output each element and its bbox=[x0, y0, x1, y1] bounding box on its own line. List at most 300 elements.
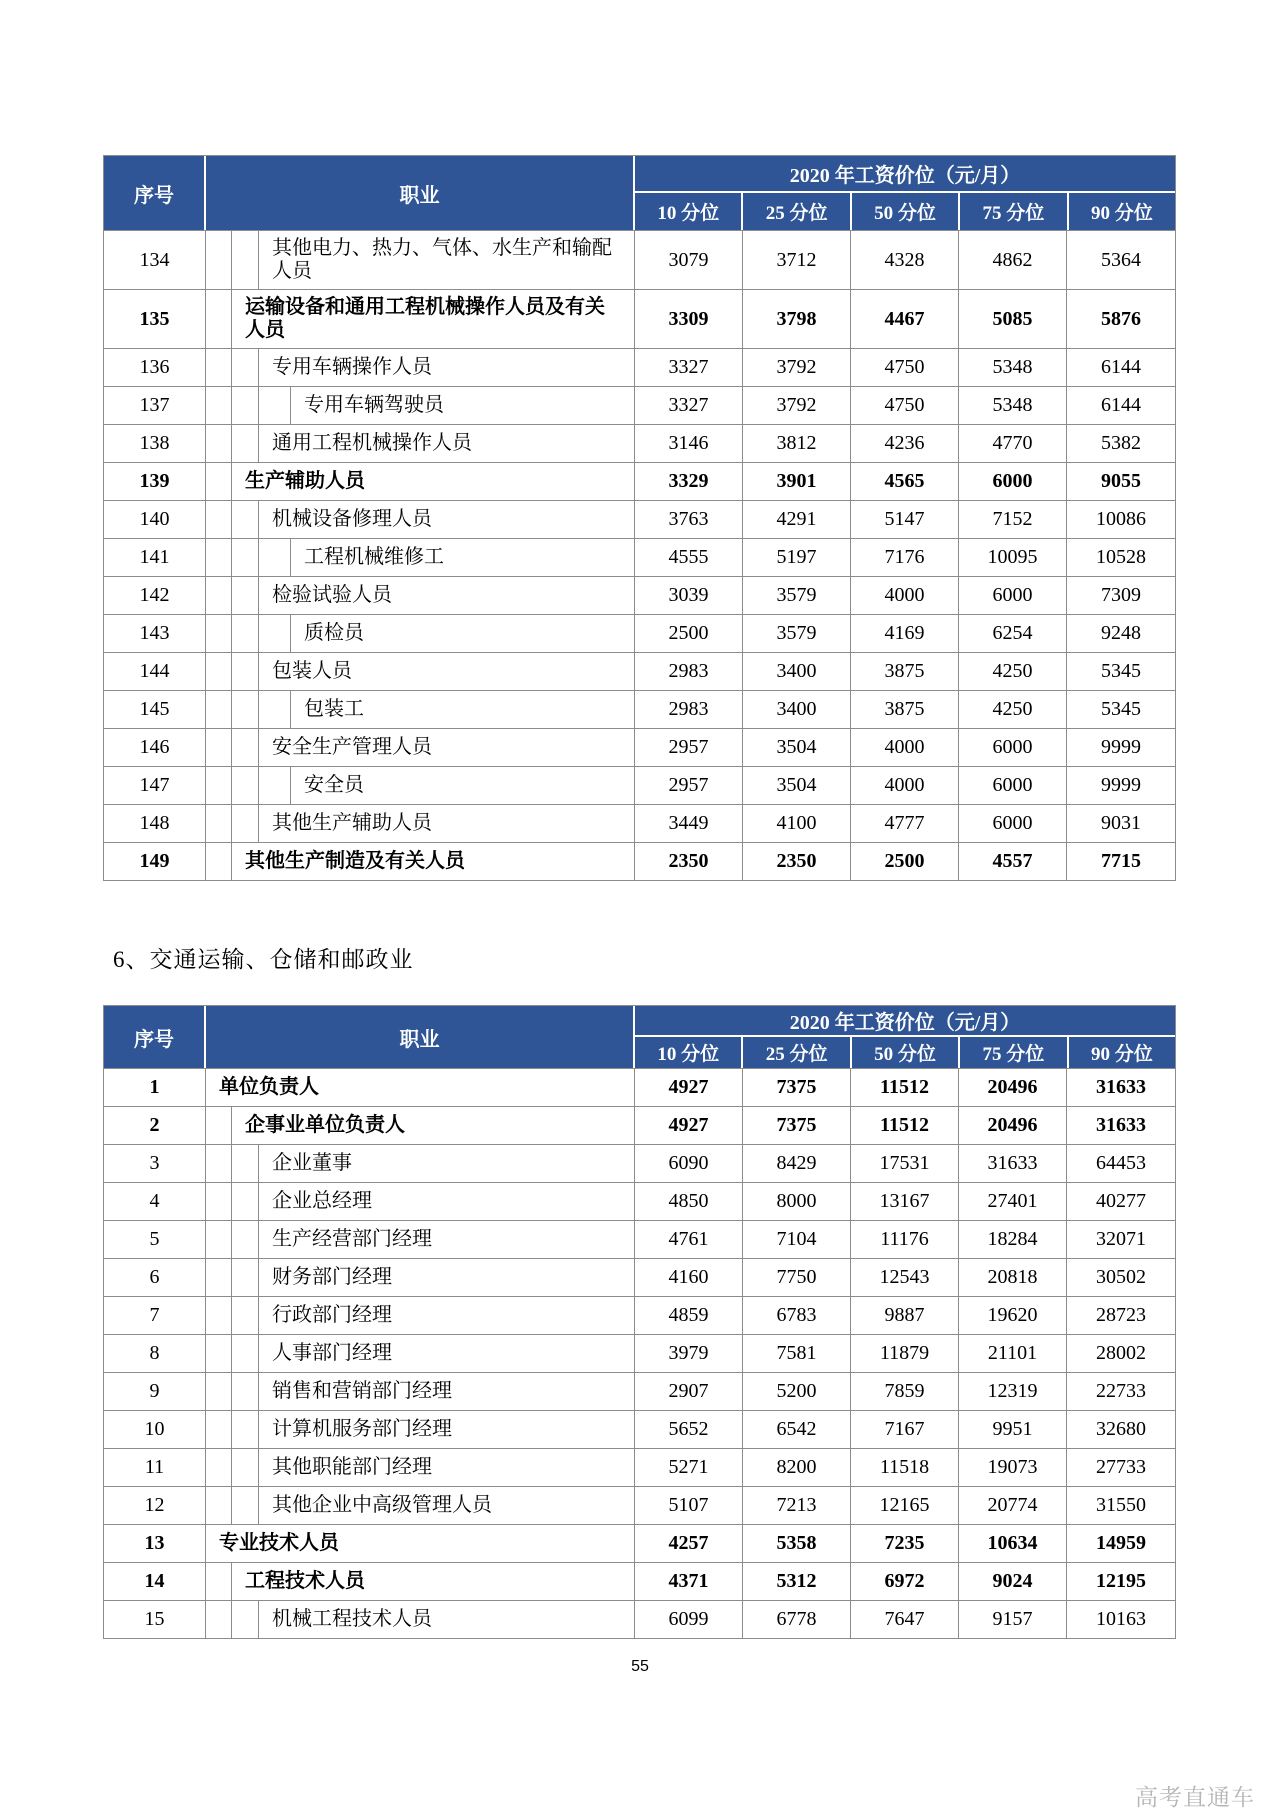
wage-value: 5345 bbox=[1101, 660, 1141, 682]
wage-value: 3146 bbox=[635, 425, 743, 462]
wage-value: 4328 bbox=[851, 231, 959, 289]
wage-value: 5197 bbox=[743, 539, 851, 576]
indent-cell bbox=[206, 577, 232, 614]
wage-value: 9031 bbox=[1101, 812, 1141, 834]
wage-value: 4927 bbox=[635, 1069, 743, 1106]
header-col-no: 序号 bbox=[104, 156, 206, 230]
wage-value: 5345 bbox=[1101, 698, 1141, 720]
wage-value: 4100 bbox=[743, 805, 851, 842]
wage-value: 20774 bbox=[959, 1487, 1067, 1524]
row-number: 141 bbox=[104, 539, 206, 576]
wage-value: 2907 bbox=[635, 1373, 743, 1410]
indent-cell bbox=[232, 1487, 259, 1524]
row-number: 138 bbox=[104, 425, 206, 462]
row-number: 2 bbox=[104, 1107, 206, 1144]
row-number: 10 bbox=[104, 1411, 206, 1448]
occupation-label: 其他企业中高级管理人员 bbox=[259, 1487, 635, 1524]
wage-value: 31633 bbox=[959, 1145, 1067, 1182]
row-number: 136 bbox=[104, 349, 206, 386]
indent-cell bbox=[206, 1449, 232, 1486]
wage-value: 30502 bbox=[1096, 1266, 1146, 1288]
row-number: 135 bbox=[104, 290, 206, 348]
wage-value: 6000 bbox=[959, 805, 1067, 842]
wage-value: 12543 bbox=[851, 1259, 959, 1296]
occupation-label: 检验试验人员 bbox=[259, 577, 635, 614]
row-number: 139 bbox=[104, 463, 206, 500]
wage-value: 7375 bbox=[743, 1069, 851, 1106]
wage-value: 2500 bbox=[635, 615, 743, 652]
wage-value: 3329 bbox=[635, 463, 743, 500]
table-body bbox=[104, 230, 1175, 880]
row-number: 147 bbox=[104, 767, 206, 804]
wage-value: 64453 bbox=[1096, 1152, 1146, 1174]
row-number: 137 bbox=[104, 387, 206, 424]
occupation-label: 包装人员 bbox=[259, 653, 635, 690]
section-heading: 6、交通运输、仓储和邮政业 bbox=[113, 947, 414, 972]
wage-value: 40277 bbox=[1096, 1190, 1146, 1212]
header-values-group bbox=[635, 156, 1175, 230]
wage-value: 12319 bbox=[959, 1373, 1067, 1410]
wage-value: 3875 bbox=[851, 653, 959, 690]
wage-value: 7647 bbox=[851, 1601, 959, 1638]
wage-value: 11512 bbox=[851, 1107, 959, 1144]
occupation-label: 安全生产管理人员 bbox=[259, 729, 635, 766]
row-number: 8 bbox=[104, 1335, 206, 1372]
table-row bbox=[104, 690, 1175, 728]
wage-value: 3798 bbox=[743, 290, 851, 348]
wage-value: 4927 bbox=[635, 1107, 743, 1144]
wage-value: 21101 bbox=[959, 1335, 1067, 1372]
occupation-label: 工程机械维修工 bbox=[291, 539, 635, 576]
table-row bbox=[104, 728, 1175, 766]
table-row bbox=[104, 842, 1175, 880]
indent-cell bbox=[232, 1411, 259, 1448]
header-p75: 75 分位 bbox=[958, 1037, 1066, 1068]
wage-value: 4160 bbox=[635, 1259, 743, 1296]
row-number: 144 bbox=[104, 653, 206, 690]
wage-value: 4777 bbox=[851, 805, 959, 842]
wage-value: 5382 bbox=[1101, 432, 1141, 454]
header-percentile-row bbox=[635, 193, 1175, 230]
indent-cell bbox=[206, 1107, 232, 1144]
indent-cell bbox=[206, 615, 232, 652]
row-number: 15 bbox=[104, 1601, 206, 1638]
occupation-label: 企业总经理 bbox=[259, 1183, 635, 1220]
wage-value: 7715 bbox=[1101, 850, 1141, 872]
wage-value: 5147 bbox=[851, 501, 959, 538]
wage-value: 3504 bbox=[743, 729, 851, 766]
header-p25: 25 分位 bbox=[741, 1037, 849, 1068]
wage-value: 11512 bbox=[851, 1069, 959, 1106]
header-values-group bbox=[635, 1006, 1175, 1068]
occupation-label: 生产经营部门经理 bbox=[259, 1221, 635, 1258]
indent-cell bbox=[232, 729, 259, 766]
wage-value: 19620 bbox=[959, 1297, 1067, 1334]
wage-value: 7375 bbox=[743, 1107, 851, 1144]
indent-cell bbox=[259, 767, 291, 804]
indent-cell bbox=[206, 349, 232, 386]
wage-value: 4000 bbox=[851, 729, 959, 766]
occupation-label: 其他生产制造及有关人员 bbox=[232, 843, 635, 880]
wage-value: 4371 bbox=[635, 1563, 743, 1600]
indent-cell bbox=[206, 1373, 232, 1410]
row-number: 7 bbox=[104, 1297, 206, 1334]
wage-value: 7750 bbox=[743, 1259, 851, 1296]
table-row bbox=[104, 1106, 1175, 1144]
wage-value: 10634 bbox=[959, 1525, 1067, 1562]
indent-cell bbox=[206, 1145, 232, 1182]
wage-value: 31550 bbox=[1096, 1494, 1146, 1516]
occupation-label: 运输设备和通用工程机械操作人员及有关人员 bbox=[232, 290, 635, 348]
indent-cell bbox=[206, 1411, 232, 1448]
wage-value: 3579 bbox=[743, 615, 851, 652]
wage-value: 6542 bbox=[743, 1411, 851, 1448]
indent-cell bbox=[232, 349, 259, 386]
wage-value: 2957 bbox=[635, 767, 743, 804]
indent-cell bbox=[232, 539, 259, 576]
wage-value: 6000 bbox=[959, 767, 1067, 804]
wage-value: 8200 bbox=[743, 1449, 851, 1486]
indent-cell bbox=[232, 1221, 259, 1258]
wage-value: 27401 bbox=[959, 1183, 1067, 1220]
header-col-occupation: 职业 bbox=[206, 156, 635, 230]
table-row bbox=[104, 1486, 1175, 1524]
wage-value: 10086 bbox=[1096, 508, 1146, 530]
wage-value: 31633 bbox=[1096, 1114, 1146, 1136]
indent-cell bbox=[232, 805, 259, 842]
table-row bbox=[104, 614, 1175, 652]
table-row bbox=[104, 424, 1175, 462]
wage-value: 20496 bbox=[959, 1107, 1067, 1144]
row-number: 134 bbox=[104, 231, 206, 289]
indent-cell bbox=[206, 1183, 232, 1220]
wage-value: 3792 bbox=[743, 349, 851, 386]
indent-cell bbox=[206, 463, 232, 500]
occupation-label: 企业董事 bbox=[259, 1145, 635, 1182]
indent-cell bbox=[206, 767, 232, 804]
header-p10: 10 分位 bbox=[657, 203, 720, 224]
wage-value: 10163 bbox=[1096, 1608, 1146, 1630]
wage-value: 19073 bbox=[959, 1449, 1067, 1486]
occupation-label: 其他职能部门经理 bbox=[259, 1449, 635, 1486]
wage-value: 4770 bbox=[959, 425, 1067, 462]
indent-cell bbox=[206, 1601, 232, 1638]
occupation-label: 工程技术人员 bbox=[232, 1563, 635, 1600]
header-year-group: 2020 年工资价位（元/月） bbox=[635, 156, 1175, 193]
indent-cell bbox=[206, 691, 232, 728]
occupation-label: 其他生产辅助人员 bbox=[259, 805, 635, 842]
indent-cell bbox=[232, 653, 259, 690]
wage-value: 10095 bbox=[959, 539, 1067, 576]
row-number: 11 bbox=[104, 1449, 206, 1486]
table-row bbox=[104, 1562, 1175, 1600]
indent-cell bbox=[259, 615, 291, 652]
wage-value: 9999 bbox=[1101, 736, 1141, 758]
wage-value: 9951 bbox=[959, 1411, 1067, 1448]
indent-cell bbox=[232, 615, 259, 652]
occupation-label: 包装工 bbox=[291, 691, 635, 728]
row-number: 149 bbox=[104, 843, 206, 880]
table-row bbox=[104, 1448, 1175, 1486]
indent-cell bbox=[206, 805, 232, 842]
occupation-label: 机械设备修理人员 bbox=[259, 501, 635, 538]
occupation-label: 专业技术人员 bbox=[206, 1525, 635, 1562]
wage-value: 7176 bbox=[851, 539, 959, 576]
occupation-label: 单位负责人 bbox=[206, 1069, 635, 1106]
indent-cell bbox=[232, 425, 259, 462]
wage-value: 6000 bbox=[959, 729, 1067, 766]
wage-value: 4291 bbox=[743, 501, 851, 538]
header-p90: 90 分位 bbox=[1067, 1037, 1175, 1068]
wage-value: 2957 bbox=[635, 729, 743, 766]
wage-value: 27733 bbox=[1096, 1456, 1146, 1478]
table-row bbox=[104, 386, 1175, 424]
wage-value: 4169 bbox=[851, 615, 959, 652]
wage-value: 4750 bbox=[851, 387, 959, 424]
table-row bbox=[104, 538, 1175, 576]
wage-value: 3327 bbox=[635, 387, 743, 424]
indent-cell bbox=[232, 1259, 259, 1296]
occupation-label: 人事部门经理 bbox=[259, 1335, 635, 1372]
watermark-text: 高考直通车 bbox=[1135, 1784, 1255, 1810]
indent-cell bbox=[232, 1183, 259, 1220]
wage-value: 20818 bbox=[959, 1259, 1067, 1296]
wage-value: 4257 bbox=[635, 1525, 743, 1562]
wage-value: 6000 bbox=[959, 577, 1067, 614]
indent-cell bbox=[232, 1335, 259, 1372]
wage-value: 5107 bbox=[635, 1487, 743, 1524]
indent-cell bbox=[206, 1563, 232, 1600]
occupation-label: 质检员 bbox=[291, 615, 635, 652]
row-number: 9 bbox=[104, 1373, 206, 1410]
wage-value: 32071 bbox=[1096, 1228, 1146, 1250]
table-row bbox=[104, 1410, 1175, 1448]
wage-value: 7235 bbox=[851, 1525, 959, 1562]
row-number: 14 bbox=[104, 1563, 206, 1600]
header-year-group: 2020 年工资价位（元/月） bbox=[635, 1006, 1175, 1037]
row-number: 148 bbox=[104, 805, 206, 842]
indent-cell bbox=[206, 1297, 232, 1334]
occupation-label: 专用车辆操作人员 bbox=[259, 349, 635, 386]
wage-value: 3327 bbox=[635, 349, 743, 386]
header-p10: 10 分位 bbox=[657, 1044, 720, 1065]
wage-value: 9887 bbox=[851, 1297, 959, 1334]
wage-value: 9024 bbox=[959, 1563, 1067, 1600]
wage-value: 3901 bbox=[743, 463, 851, 500]
indent-cell bbox=[232, 501, 259, 538]
wage-value: 11518 bbox=[851, 1449, 959, 1486]
indent-cell bbox=[232, 767, 259, 804]
wage-value: 7581 bbox=[743, 1335, 851, 1372]
indent-cell bbox=[232, 1449, 259, 1486]
wage-value: 8000 bbox=[743, 1183, 851, 1220]
wage-value: 11879 bbox=[851, 1335, 959, 1372]
wage-value: 3400 bbox=[743, 653, 851, 690]
table-row bbox=[104, 1220, 1175, 1258]
indent-cell bbox=[206, 843, 232, 880]
wage-value: 7309 bbox=[1101, 584, 1141, 606]
wage-value: 7859 bbox=[851, 1373, 959, 1410]
wage-value: 7104 bbox=[743, 1221, 851, 1258]
wage-value: 9248 bbox=[1101, 622, 1141, 644]
wage-value: 18284 bbox=[959, 1221, 1067, 1258]
wage-value: 4250 bbox=[959, 691, 1067, 728]
wage-value: 4859 bbox=[635, 1297, 743, 1334]
table-body bbox=[104, 1068, 1175, 1638]
wage-value: 9999 bbox=[1101, 774, 1141, 796]
header-p75: 75 分位 bbox=[958, 193, 1066, 230]
row-number: 12 bbox=[104, 1487, 206, 1524]
wage-value: 4557 bbox=[959, 843, 1067, 880]
wage-value: 5358 bbox=[743, 1525, 851, 1562]
wage-value: 5271 bbox=[635, 1449, 743, 1486]
table-row bbox=[104, 462, 1175, 500]
row-number: 140 bbox=[104, 501, 206, 538]
indent-cell bbox=[232, 577, 259, 614]
occupation-label: 企事业单位负责人 bbox=[232, 1107, 635, 1144]
wage-value: 7167 bbox=[851, 1411, 959, 1448]
wage-value: 3504 bbox=[743, 767, 851, 804]
wage-value: 2350 bbox=[635, 843, 743, 880]
table-row bbox=[104, 1182, 1175, 1220]
occupation-label: 财务部门经理 bbox=[259, 1259, 635, 1296]
wage-value: 3792 bbox=[743, 387, 851, 424]
wage-value: 4467 bbox=[851, 290, 959, 348]
wage-value: 9157 bbox=[959, 1601, 1067, 1638]
indent-cell bbox=[232, 231, 259, 289]
indent-cell bbox=[206, 1487, 232, 1524]
indent-cell bbox=[206, 1221, 232, 1258]
wage-value: 13167 bbox=[851, 1183, 959, 1220]
wage-value: 20496 bbox=[959, 1069, 1067, 1106]
wage-value: 31633 bbox=[1096, 1076, 1146, 1098]
table-row bbox=[104, 1068, 1175, 1106]
indent-cell bbox=[206, 1335, 232, 1372]
table-row bbox=[104, 500, 1175, 538]
wage-value: 2350 bbox=[743, 843, 851, 880]
wage-value: 5364 bbox=[1101, 248, 1141, 271]
wage-value: 4555 bbox=[635, 539, 743, 576]
table-row bbox=[104, 1372, 1175, 1410]
wage-value: 7152 bbox=[959, 501, 1067, 538]
wage-value: 14959 bbox=[1096, 1532, 1146, 1554]
wage-value: 4862 bbox=[959, 231, 1067, 289]
row-number: 6 bbox=[104, 1259, 206, 1296]
wage-value: 6144 bbox=[1101, 356, 1141, 378]
wage-value: 4750 bbox=[851, 349, 959, 386]
table-header bbox=[104, 156, 1175, 230]
wage-value: 4565 bbox=[851, 463, 959, 500]
page-number: 55 bbox=[631, 1658, 649, 1675]
occupation-label: 计算机服务部门经理 bbox=[259, 1411, 635, 1448]
wage-value: 5348 bbox=[959, 387, 1067, 424]
wage-value: 3712 bbox=[743, 231, 851, 289]
row-number: 3 bbox=[104, 1145, 206, 1182]
wage-value: 6254 bbox=[959, 615, 1067, 652]
indent-cell bbox=[206, 231, 232, 289]
wage-value: 3579 bbox=[743, 577, 851, 614]
table-row bbox=[104, 804, 1175, 842]
table-row bbox=[104, 1524, 1175, 1562]
row-number: 143 bbox=[104, 615, 206, 652]
wage-value: 3812 bbox=[743, 425, 851, 462]
occupation-label: 专用车辆驾驶员 bbox=[291, 387, 635, 424]
wage-value: 6783 bbox=[743, 1297, 851, 1334]
header-col-occupation: 职业 bbox=[206, 1006, 635, 1068]
wage-value: 12165 bbox=[851, 1487, 959, 1524]
table-row bbox=[104, 1296, 1175, 1334]
table-row bbox=[104, 289, 1175, 348]
occupation-label: 安全员 bbox=[291, 767, 635, 804]
row-number: 142 bbox=[104, 577, 206, 614]
wage-table-transport bbox=[103, 1005, 1176, 1639]
indent-cell bbox=[206, 1259, 232, 1296]
wage-value: 5312 bbox=[743, 1563, 851, 1600]
wage-value: 12195 bbox=[1096, 1570, 1146, 1592]
wage-value: 3309 bbox=[635, 290, 743, 348]
wage-value: 6144 bbox=[1101, 394, 1141, 416]
indent-cell bbox=[232, 1297, 259, 1334]
table-row bbox=[104, 1258, 1175, 1296]
indent-cell bbox=[206, 501, 232, 538]
wage-value: 3079 bbox=[635, 231, 743, 289]
table-header bbox=[104, 1006, 1175, 1068]
indent-cell bbox=[259, 387, 291, 424]
indent-cell bbox=[206, 539, 232, 576]
table-row bbox=[104, 1144, 1175, 1182]
indent-cell bbox=[206, 290, 232, 348]
table-row bbox=[104, 230, 1175, 289]
wage-table-manufacturing bbox=[103, 155, 1176, 881]
indent-cell bbox=[232, 691, 259, 728]
wage-value: 17531 bbox=[851, 1145, 959, 1182]
table-row bbox=[104, 766, 1175, 804]
indent-cell bbox=[259, 691, 291, 728]
wage-value: 8429 bbox=[743, 1145, 851, 1182]
wage-value: 11176 bbox=[851, 1221, 959, 1258]
header-percentile-row bbox=[635, 1037, 1175, 1068]
table-row bbox=[104, 652, 1175, 690]
wage-value: 10528 bbox=[1096, 546, 1146, 568]
row-number: 13 bbox=[104, 1525, 206, 1562]
wage-value: 6099 bbox=[635, 1601, 743, 1638]
header-p50: 50 分位 bbox=[850, 193, 958, 230]
header-col-no: 序号 bbox=[104, 1006, 206, 1068]
row-number: 146 bbox=[104, 729, 206, 766]
indent-cell bbox=[232, 1601, 259, 1638]
wage-value: 4236 bbox=[851, 425, 959, 462]
indent-cell bbox=[206, 653, 232, 690]
row-number: 145 bbox=[104, 691, 206, 728]
wage-value: 2983 bbox=[635, 691, 743, 728]
indent-cell bbox=[206, 729, 232, 766]
wage-value: 32680 bbox=[1096, 1418, 1146, 1440]
occupation-label: 机械工程技术人员 bbox=[259, 1601, 635, 1638]
wage-value: 6778 bbox=[743, 1601, 851, 1638]
wage-value: 2983 bbox=[635, 653, 743, 690]
wage-value: 7213 bbox=[743, 1487, 851, 1524]
wage-value: 5085 bbox=[959, 290, 1067, 348]
indent-cell bbox=[232, 1145, 259, 1182]
wage-value: 3400 bbox=[743, 691, 851, 728]
header-p90: 90 分位 bbox=[1067, 193, 1175, 230]
header-p50: 50 分位 bbox=[850, 1037, 958, 1068]
wage-value: 5876 bbox=[1101, 307, 1141, 330]
table-row bbox=[104, 1600, 1175, 1638]
wage-value: 5200 bbox=[743, 1373, 851, 1410]
wage-value: 6972 bbox=[851, 1563, 959, 1600]
table-row bbox=[104, 348, 1175, 386]
